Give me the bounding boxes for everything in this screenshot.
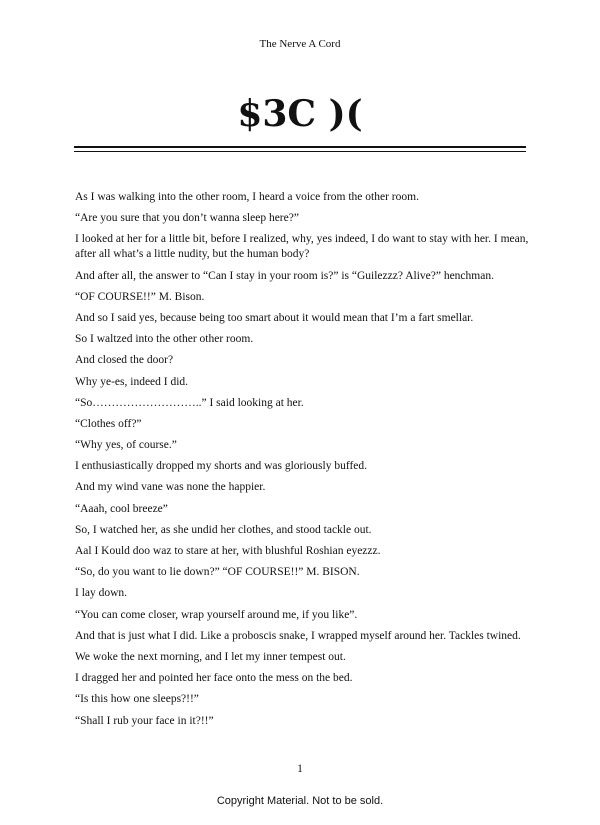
paragraph: So I waltzed into the other other room.	[75, 333, 254, 346]
running-header: The Nerve A Cord	[259, 38, 341, 50]
paragraph: “Shall I rub your face in it?!!”	[75, 714, 214, 727]
paragraph: “OF COURSE!!” M. Bison.	[75, 290, 205, 303]
paragraph: “So, do you want to lie down?” “OF COURSE!!” M. BISON.	[75, 566, 360, 579]
body-text	[75, 190, 530, 735]
paragraph: So, I watched her, as she undid her clothes, and stood tackle out.	[75, 523, 372, 536]
paragraph: We woke the next morning, and I let my inner tempest out.	[75, 650, 346, 663]
paragraph: “Why yes, of course.”	[75, 439, 177, 452]
paragraph: As I was walking into the other room, I heard a voice from the other room.	[75, 191, 419, 203]
paragraph: And that is just what I did. Like a proboscis snake, I wrapped myself around her. Tackles twined.	[75, 629, 521, 642]
paragraph: “Are you sure that you don’t wanna sleep here?”	[75, 212, 299, 225]
paragraph: “Aaah, cool breeze”	[75, 502, 168, 515]
copyright-notice: Copyright Material. Not to be sold.	[216, 795, 384, 807]
paragraph: “Is this how one sleeps?!!”	[75, 693, 199, 706]
paragraph: And closed the door?	[75, 354, 174, 367]
title-rule-thin	[74, 151, 526, 152]
paragraph: Why ye-es, indeed I did.	[75, 375, 189, 388]
paragraph: And my wind vane was none the happier.	[75, 481, 266, 494]
paragraph: “Clothes off?”	[75, 417, 142, 430]
chapter-title: $3C )(	[237, 93, 363, 135]
paragraph: I lay down.	[75, 587, 128, 600]
paragraph: And so I said yes, because being too smart about it would mean that I’m a fart smellar.	[75, 311, 474, 324]
paragraph: Aal I Kould doo waz to stare at her, with blushful Roshian eyezzz.	[75, 545, 381, 557]
paragraph: “You can come closer, wrap yourself around me, if you like”.	[75, 608, 358, 621]
paragraph: And after all, the answer to “Can I stay in your room is?” is “Guilezzz? Alive?” henchman.	[75, 269, 494, 282]
paragraph: I dragged her and pointed her face onto the mess on the bed.	[75, 672, 353, 685]
paragraph: “So………………………..” I said looking at her.	[75, 396, 304, 409]
paragraph: I enthusiastically dropped my shorts and was gloriously buffed.	[75, 460, 368, 473]
paragraph: I looked at her for a little bit, before I realized, why, yes indeed, I do want to stay with her. I mean, after all what’s a little nudity, but the human body?	[75, 233, 529, 261]
title-rule-thick	[74, 146, 526, 148]
page-number: 1	[297, 763, 303, 775]
